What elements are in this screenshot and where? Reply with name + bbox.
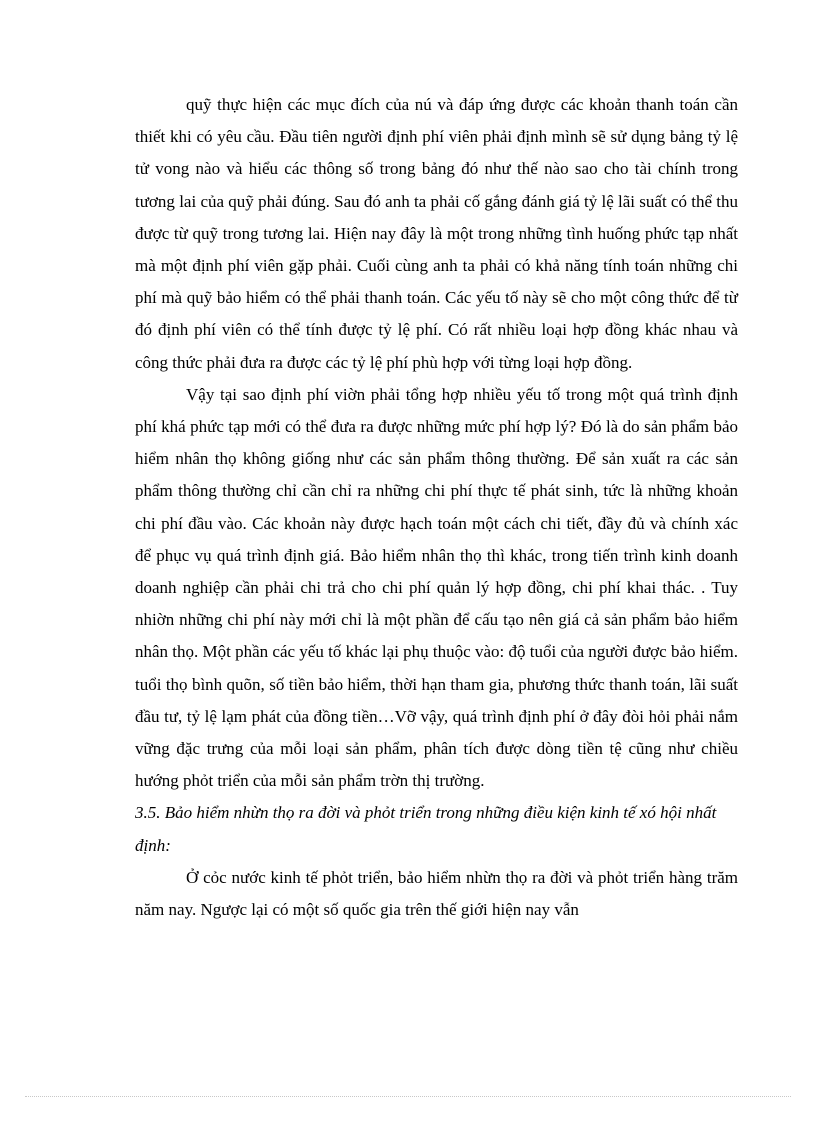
document-page (135, 89, 738, 926)
body-paragraph-2: Vậy tại sao định phí viờn phải tổng hợp nhiều yếu tố trong một quá trình định phí khá phức tạp mới có thể đưa ra được những mức phí hợp lý? Đó là do sản phẩm bảo hiểm nhân thọ không giống như các sản phẩm thông thường. Để sản xuất ra các sản phẩm thông thường chỉ cần chỉ ra những chi phí thực tế phát sinh, tức là những khoản chi phí đầu vào. Các khoản này được hạch toán một cách chi tiết, đầy đủ và chính xác để phục vụ quá trình định giá. Bảo hiểm nhân thọ thì khác, trong tiến trình kinh doanh doanh nghiệp cần phải chi trả cho chi phí quản lý hợp đồng, chi phí khai thác. . Tuy nhiờn những chi phí này mới chỉ là một phần để cấu tạo nên giá cả sản phẩm bảo hiểm nhân thọ. Một phần các yếu tố khác lại phụ thuộc vào: độ tuổi của người được bảo hiểm. tuổi thọ bình quõn, số tiền bảo hiểm, thời hạn tham gia, phương thức thanh toán, lãi suất đầu tư, tỷ lệ lạm phát của đồng tiền…Vỡ vậy, quá trình định phí ở đây đòi hỏi phải nắm vững đặc trưng của mỗi loại sản phẩm, phân tích được dòng tiền tệ cũng như chiều hướng phỏt triển của mỗi sản phẩm trờn thị trường. (135, 384, 738, 791)
body-paragraph-3: Ở cỏc nước kinh tế phỏt triển, bảo hiểm nhừn thọ ra đời và phỏt triển hàng trăm năm nay. Ngược lại có một số quốc gia trên thế giới hiện nay vẫn (135, 867, 738, 920)
footer-divider (25, 1096, 791, 1097)
section-heading: 3.5. Bảo hiểm nhừn thọ ra đời và phỏt triển trong những điều kiện kinh tế xó hội nhất định: (135, 803, 717, 855)
body-paragraph-1: quỹ thực hiện các mục đích của nú và đáp ứng được các khoản thanh toán cần thiết khi có yêu cầu. Đầu tiên người định phí viên phải định mình sẽ sử dụng bảng tỷ lệ tử vong nào và hiểu các thông số trong bảng đó như thế nào sao cho tài chính trong tương lai của quỹ phải đúng. Sau đó anh ta phải cố gắng đánh giá tỷ lệ lãi suất có thể thu được từ quỹ trong tương lai. Hiện nay đây là một trong những tình huống phức tạp nhất mà một định phí viên gặp phải. Cuối cùng anh ta phải có khả năng tính toán những chi phí mà quỹ bảo hiểm có thể phải thanh toán. Các yếu tố này sẽ cho một công thức để từ đó định phí viên có thể tính được tỷ lệ phí. Có rất nhiều loại hợp đồng khác nhau và công thức phải đưa ra được các tỷ lệ phí phù hợp với từng loại hợp đồng. (135, 95, 738, 372)
